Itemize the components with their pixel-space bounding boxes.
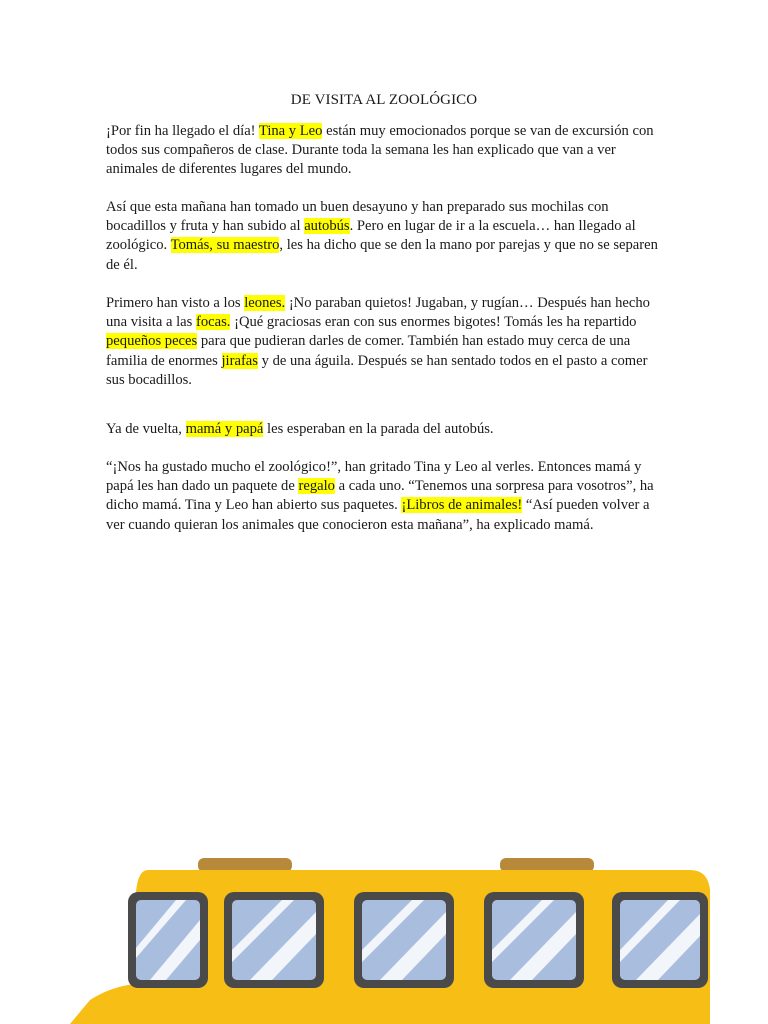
paragraph-text: están muy emocionados porque se van de excursión con todos sus compañeros de clase. Durante toda la semana les han explicado que van a ver animales de diferentes lugares del mundo. bbox=[106, 123, 654, 178]
bus-window-2 bbox=[224, 892, 324, 988]
document-title: DE VISITA AL ZOOLÓGICO bbox=[290, 92, 478, 108]
highlighted-text: regalo bbox=[298, 478, 335, 495]
highlighted-text: pequeños peces bbox=[106, 333, 198, 350]
bus-window-5 bbox=[612, 892, 708, 988]
paragraph-text: Así que esta mañana han tomado un buen desayuno y han preparado sus mochilas con bocadillos y fruta y han subido al bbox=[106, 199, 609, 235]
paragraph-text: Ya de vuelta, bbox=[106, 421, 186, 437]
bus-window-3 bbox=[354, 892, 454, 988]
bus-window-4 bbox=[484, 892, 584, 988]
paragraph-4 bbox=[106, 420, 666, 439]
paragraph-5 bbox=[106, 458, 666, 535]
highlighted-text: focas. bbox=[195, 314, 231, 331]
bus-window-1 bbox=[128, 892, 208, 988]
paragraph-text: y de una águila. Después se han sentado todos en el pasto a comer sus bocadillos. bbox=[106, 352, 648, 388]
highlighted-text: jirafas bbox=[221, 352, 258, 369]
paragraph-2 bbox=[106, 198, 666, 275]
paragraph-3 bbox=[106, 294, 666, 390]
paragraph-text: Primero han visto a los bbox=[106, 295, 245, 311]
paragraph-text: “Así pueden volver a ver cuando quieran los animales que conocieron esta mañana”, ha explicado mamá. bbox=[106, 497, 650, 533]
paragraph-text: les esperaban en la parada del autobús. bbox=[263, 421, 494, 437]
highlighted-text: leones. bbox=[244, 295, 286, 311]
paragraph-text: a cada uno. “Tenemos una sorpresa para vosotros”, ha dicho mamá. Tina y Leo han abierto sus paquetes. bbox=[106, 478, 654, 514]
paragraph-text: para que pudieran darles de comer. También han estado muy cerca de una familia de enormes bbox=[106, 333, 631, 369]
paragraph-text: “¡Nos ha gustado mucho el zoológico!”, han gritado Tina y Leo al verles. Entonces mamá y papá les han dado un paquete de bbox=[106, 459, 642, 495]
paragraph-text: ¡Qué graciosas eran con sus enormes bigotes! Tomás les ha repartido bbox=[230, 314, 637, 331]
roof-rail-left bbox=[198, 858, 292, 872]
paragraph-text: ¡Por fin ha llegado el día! bbox=[106, 123, 259, 139]
school-bus-illustration bbox=[0, 850, 768, 1024]
highlighted-text: Tomás, su maestro bbox=[170, 237, 280, 254]
highlighted-text: Tina y Leo bbox=[258, 123, 323, 139]
roof-rail-right bbox=[500, 858, 594, 872]
school-bus-icon bbox=[0, 850, 768, 1024]
paragraph-text: , les ha dicho que se den la mano por parejas y que no se separen de él. bbox=[106, 237, 658, 273]
highlighted-text: autobús bbox=[304, 218, 350, 235]
highlighted-text: ¡Libros de animales! bbox=[401, 497, 523, 514]
highlighted-text: mamá y papá bbox=[185, 421, 264, 437]
paragraph-text: ¡No paraban quietos! Jugaban, y rugían… Después han hecho una visita a las bbox=[106, 295, 650, 331]
paragraph-text: . Pero en lugar de ir a la escuela… han llegado al zoológico. bbox=[106, 218, 636, 254]
paragraph-1 bbox=[106, 122, 666, 180]
